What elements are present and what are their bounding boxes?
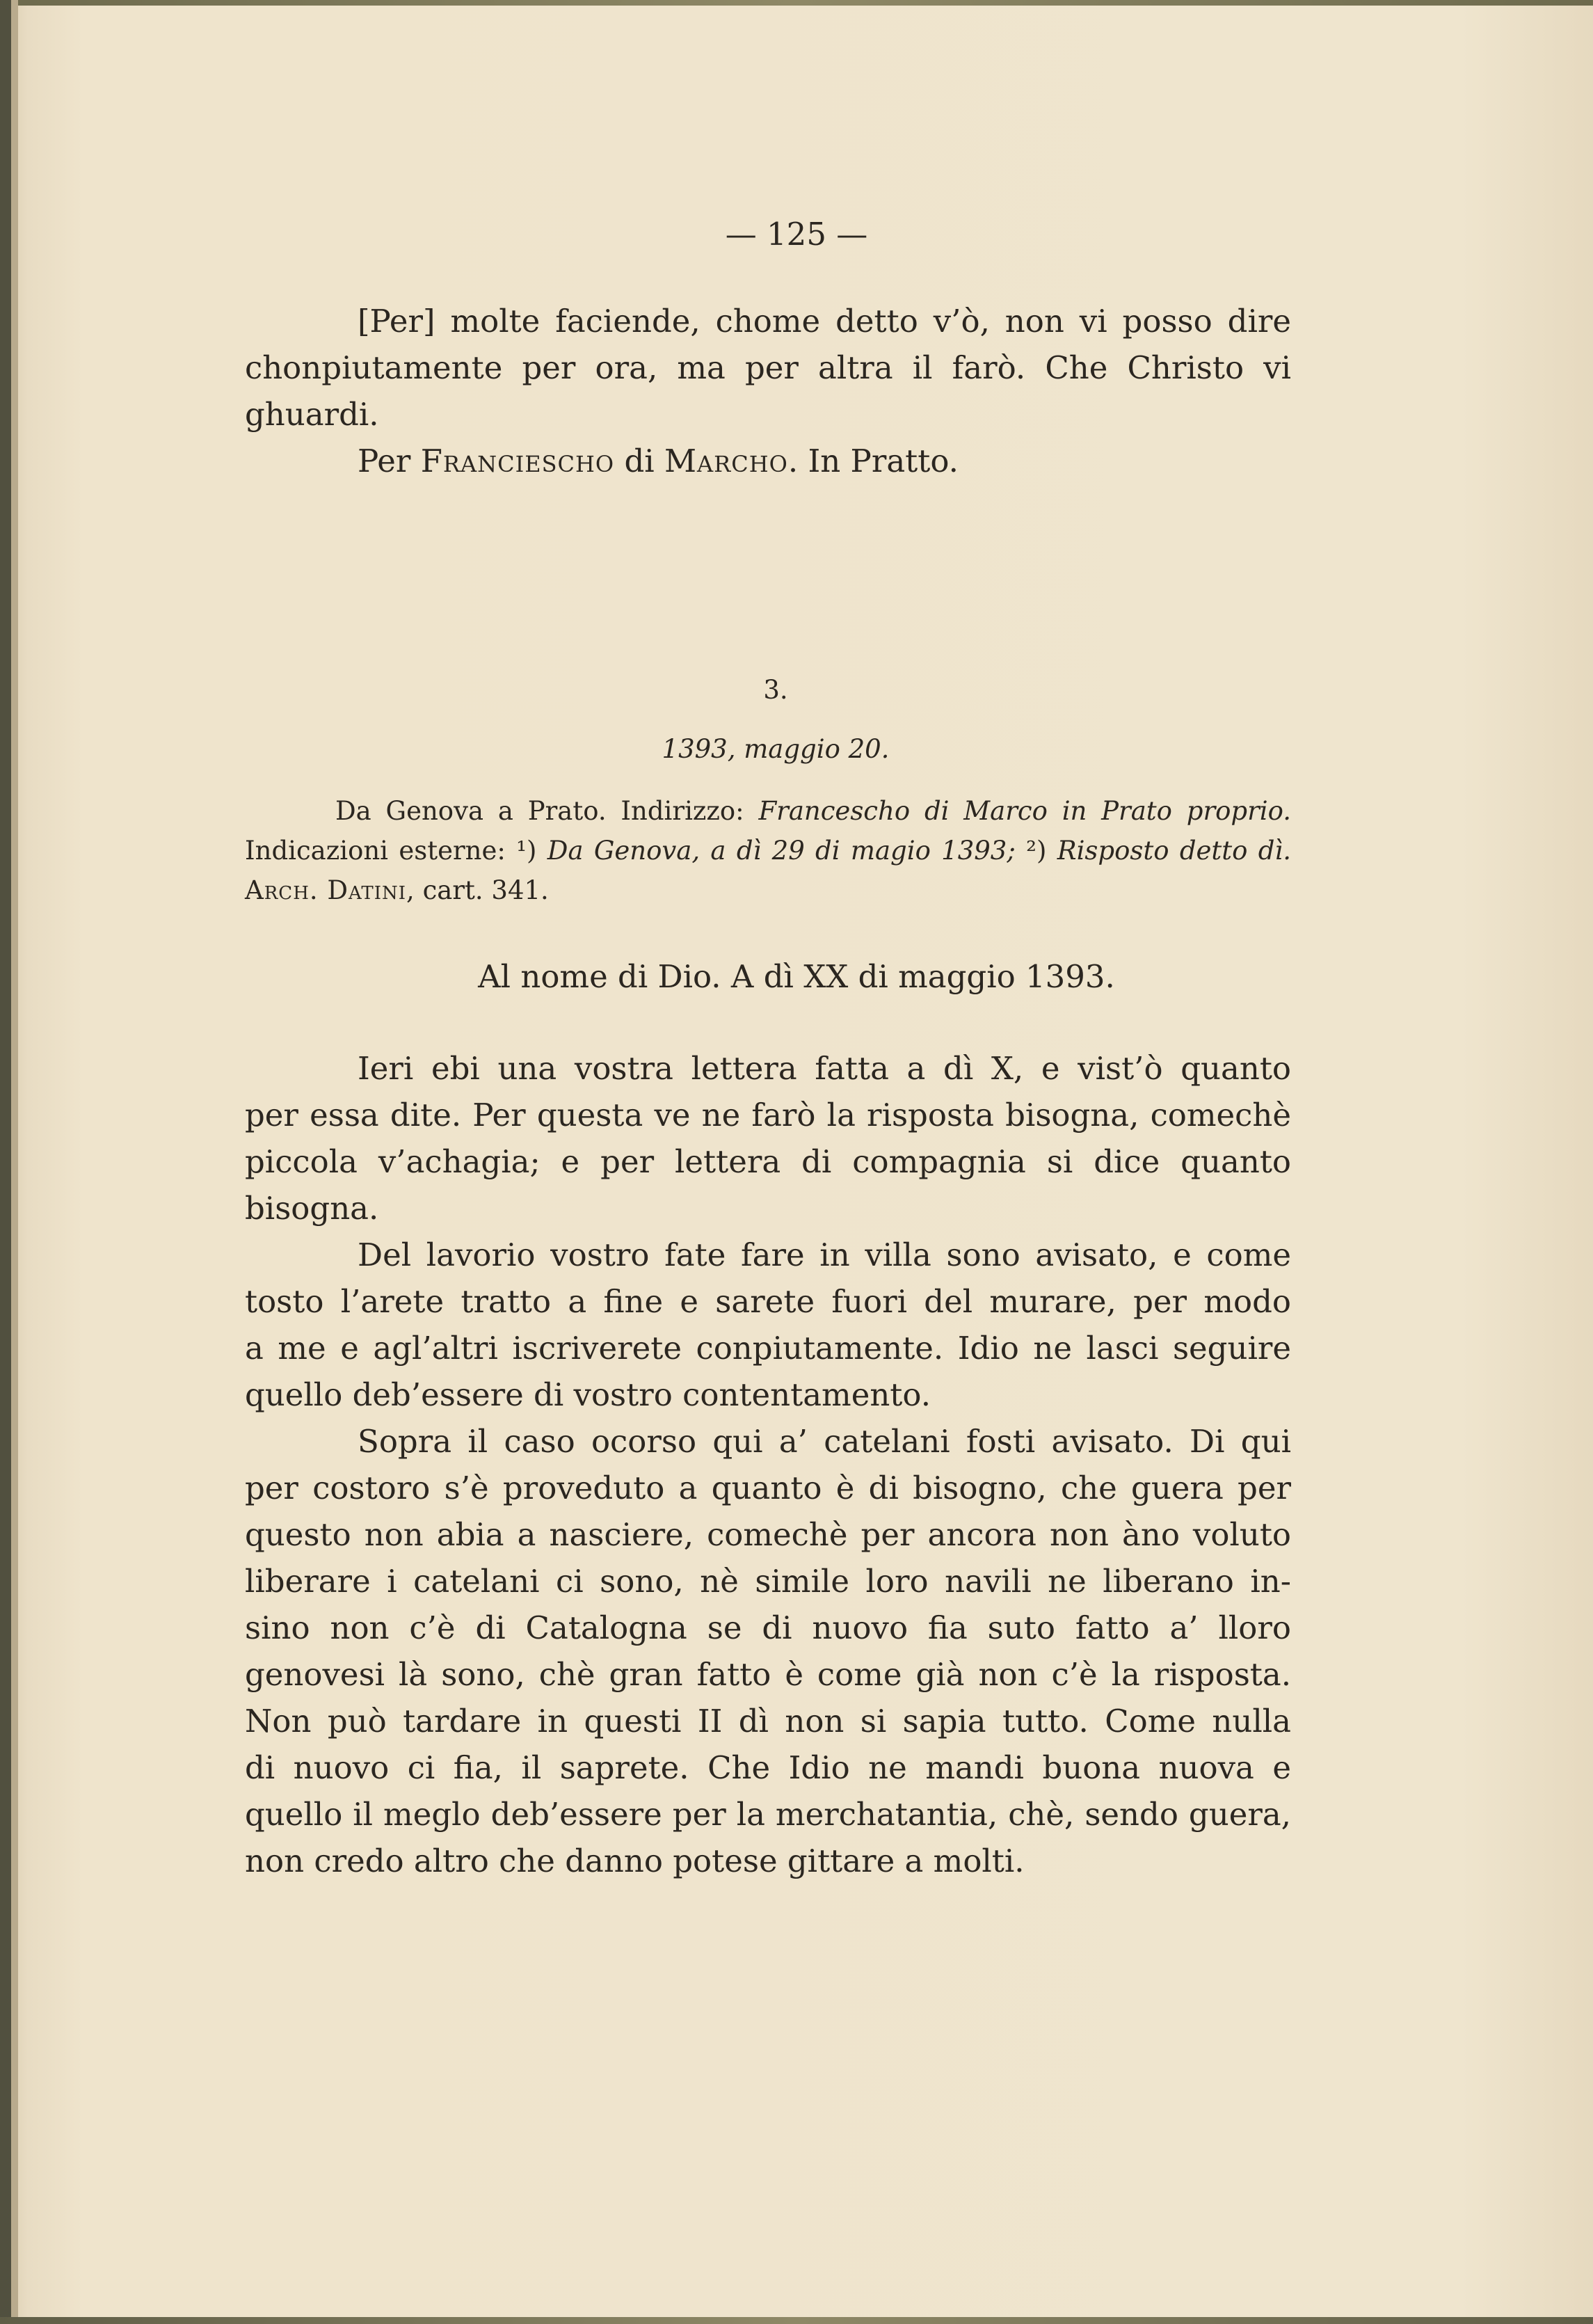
page-top-edge (0, 0, 1593, 6)
body-line: bisogna. (245, 1190, 379, 1227)
sender-surname: Marcho (664, 443, 788, 479)
letter-meta-line-2: Indicazioni esterne: ¹) Da Genova, a dì 29 di magio 1393; ²) Risposto detto dì. (245, 836, 1292, 866)
closing-address: Per Franciescho di Marcho. In Pratto. (358, 443, 959, 479)
closing-line-1: [Per] molte faciende, chome detto v’ò, non vi posso dire (358, 303, 1291, 340)
footnote-marker-1: ¹) (516, 836, 547, 866)
body-line: piccola v’achagia; e per lettera di compagnia si dice quanto (245, 1143, 1291, 1180)
body-line: non credo altro che danno potese gittare a molti. (245, 1843, 1025, 1879)
body-line: liberare i catelani ci sono, nè simile loro navili ne liberano in- (245, 1563, 1291, 1600)
body-line: per costoro s’è proveduto a quanto è di bisogno, che guera per (245, 1470, 1291, 1506)
letter-meta-line-3: Arch. Datini, cart. 341. (245, 875, 549, 905)
body-line: Sopra il caso ocorso qui a’ catelani fosti avisato. Di qui (358, 1423, 1291, 1460)
body-line: questo non abia a nasciere, comechè per ancora non àno voluto (245, 1516, 1291, 1553)
letter-number: 3. (763, 675, 788, 705)
body-line: sino non c’è di Catalogna se di nuovo fia suto fatto a’ lloro (245, 1609, 1291, 1646)
body-line: a me e agl’altri iscriverete conpiutamente. Idio ne lasci seguire (245, 1330, 1291, 1367)
body-line: Non può tardare in questi II dì non si sapia tutto. Come nulla (245, 1703, 1291, 1740)
book-spine (0, 0, 11, 2324)
page-bottom-edge (0, 2317, 1593, 2324)
body-line: genovesi là sono, chè gran fatto è come già non c’è la risposta. (245, 1656, 1291, 1693)
body-line: per essa dite. Per questa ve ne farò la risposta bisogna, comechè (245, 1097, 1291, 1133)
page-number: — 125 — (725, 216, 868, 253)
sender-name: Franciescho (420, 443, 615, 479)
letter-heading: Al nome di Dio. A dì XX di maggio 1393. (478, 958, 1115, 995)
body-line: Del lavorio vostro fate fare in villa sono avisato, e come (358, 1236, 1291, 1273)
letter-meta-line-1: Da Genova a Prato. Indirizzo: Francescho di Marco in Prato proprio. (335, 796, 1291, 826)
footnote-marker-2: ²) (1026, 836, 1057, 866)
body-line: di nuovo ci fia, il saprete. Che Idio ne mandi buona nuova e (245, 1749, 1291, 1786)
body-line: quello deb’essere di vostro contentamento. (245, 1376, 931, 1413)
body-line: Ieri ebi una vostra lettera fatta a dì X, e vist’ò quanto (358, 1050, 1291, 1087)
archive-name: Arch. Datini (245, 875, 407, 905)
body-line: tosto l’arete tratto a fine e sarete fuori del murare, per modo (245, 1283, 1291, 1320)
closing-line-2: chonpiutamente per ora, ma per altra il farò. Che Christo vi (245, 349, 1291, 386)
letter-date: 1393, maggio 20. (662, 734, 890, 764)
closing-line-3: ghuardi. (245, 396, 379, 433)
spine-gutter (11, 0, 18, 2324)
body-line: quello il meglo deb’essere per la merchatantia, chè, sendo guera, (245, 1796, 1291, 1833)
